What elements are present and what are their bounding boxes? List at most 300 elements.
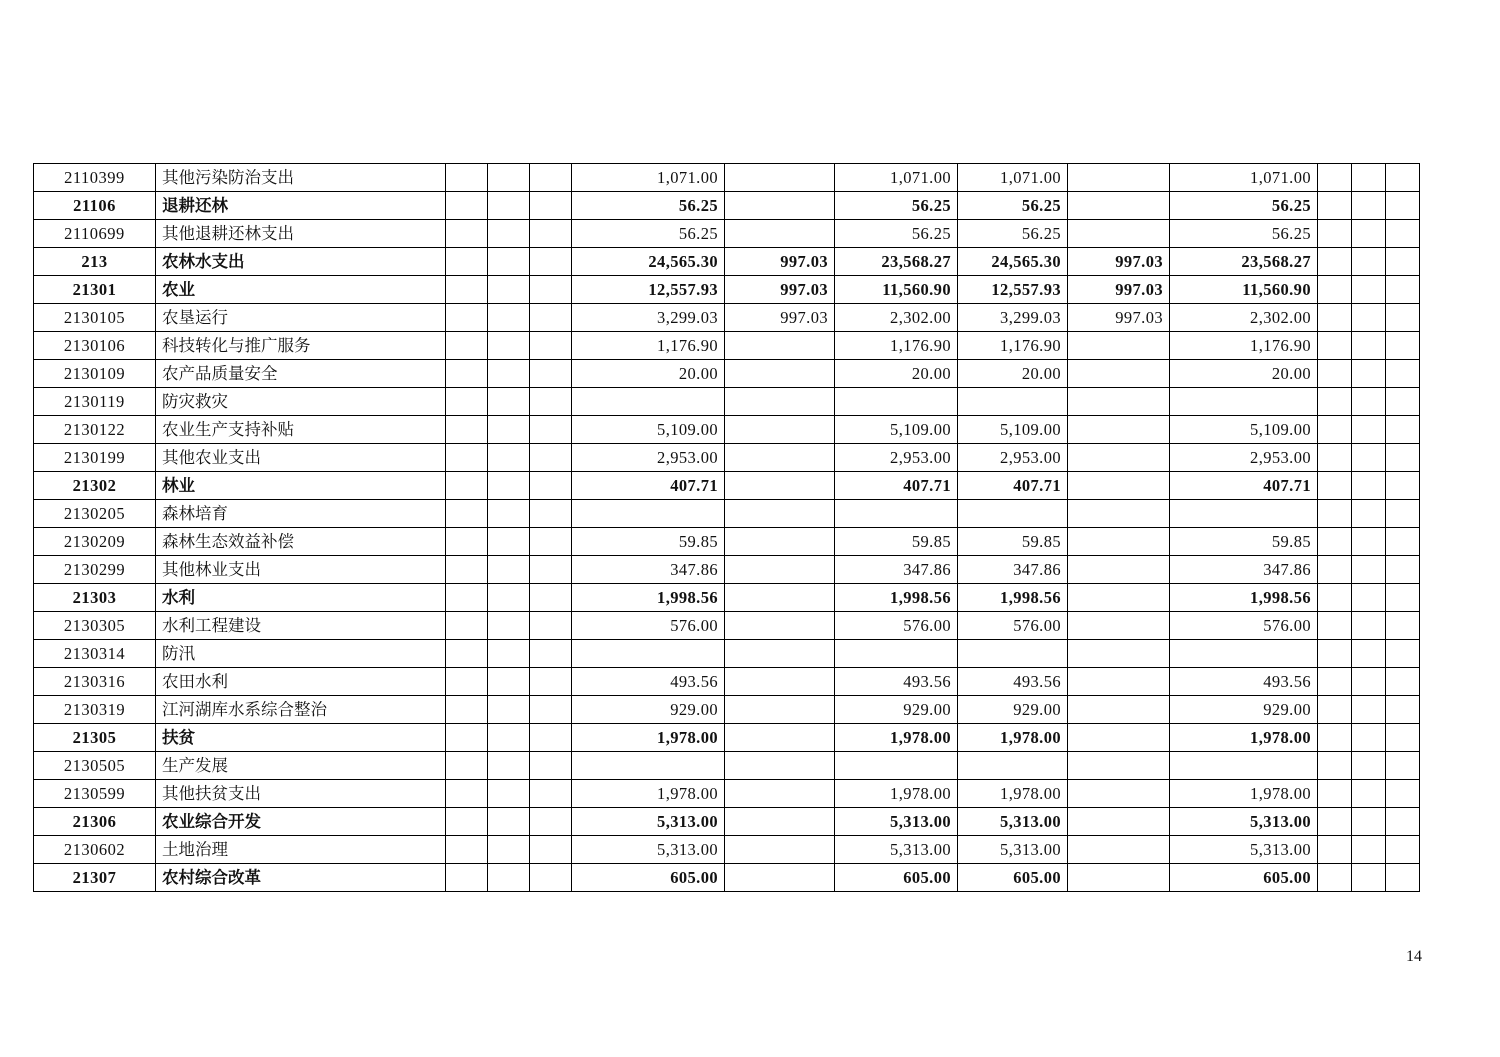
cell-value-v1: 929.00 xyxy=(572,696,725,724)
cell-value-v2 xyxy=(725,500,835,528)
cell-blank1 xyxy=(446,360,488,388)
cell-value-v4: 20.00 xyxy=(958,360,1068,388)
cell-blank1 xyxy=(446,612,488,640)
cell-blank2 xyxy=(488,304,530,332)
cell-blank2 xyxy=(488,500,530,528)
cell-item-name: 森林培育 xyxy=(156,500,446,528)
cell-value-v1 xyxy=(572,752,725,780)
table-row xyxy=(34,444,1420,472)
cell-value-v3: 23,568.27 xyxy=(835,248,958,276)
cell-e2 xyxy=(1352,472,1386,500)
cell-blank3 xyxy=(530,724,572,752)
cell-code: 21307 xyxy=(34,864,156,892)
cell-value-v3 xyxy=(835,640,958,668)
cell-value-v4: 59.85 xyxy=(958,528,1068,556)
cell-value-v5 xyxy=(1068,164,1170,192)
cell-blank1 xyxy=(446,640,488,668)
cell-blank3 xyxy=(530,248,572,276)
cell-e2 xyxy=(1352,584,1386,612)
cell-code: 21301 xyxy=(34,276,156,304)
cell-code: 2130205 xyxy=(34,500,156,528)
cell-value-v4: 56.25 xyxy=(958,220,1068,248)
table-row xyxy=(34,808,1420,836)
cell-value-v5 xyxy=(1068,220,1170,248)
cell-blank3 xyxy=(530,332,572,360)
cell-value-v6: 929.00 xyxy=(1170,696,1318,724)
cell-blank2 xyxy=(488,864,530,892)
cell-e2 xyxy=(1352,192,1386,220)
cell-blank3 xyxy=(530,668,572,696)
cell-value-v2 xyxy=(725,388,835,416)
cell-value-v4: 347.86 xyxy=(958,556,1068,584)
cell-value-v3: 2,302.00 xyxy=(835,304,958,332)
cell-e1 xyxy=(1318,500,1352,528)
cell-value-v4: 3,299.03 xyxy=(958,304,1068,332)
cell-blank3 xyxy=(530,388,572,416)
cell-value-v1: 1,978.00 xyxy=(572,780,725,808)
cell-value-v6: 11,560.90 xyxy=(1170,276,1318,304)
cell-e3 xyxy=(1386,388,1420,416)
cell-e1 xyxy=(1318,276,1352,304)
cell-blank2 xyxy=(488,416,530,444)
table-row xyxy=(34,220,1420,248)
cell-e1 xyxy=(1318,556,1352,584)
table-row xyxy=(34,836,1420,864)
cell-item-name: 防灾救灾 xyxy=(156,388,446,416)
cell-blank3 xyxy=(530,220,572,248)
cell-e3 xyxy=(1386,500,1420,528)
cell-value-v1: 5,109.00 xyxy=(572,416,725,444)
cell-value-v1: 347.86 xyxy=(572,556,725,584)
cell-value-v5 xyxy=(1068,556,1170,584)
cell-value-v6: 59.85 xyxy=(1170,528,1318,556)
cell-blank3 xyxy=(530,416,572,444)
cell-code: 2130505 xyxy=(34,752,156,780)
cell-value-v5 xyxy=(1068,472,1170,500)
cell-value-v5: 997.03 xyxy=(1068,304,1170,332)
cell-value-v4: 24,565.30 xyxy=(958,248,1068,276)
cell-blank3 xyxy=(530,864,572,892)
cell-value-v2 xyxy=(725,864,835,892)
table-row xyxy=(34,164,1420,192)
cell-value-v1 xyxy=(572,640,725,668)
table-row xyxy=(34,528,1420,556)
table-row xyxy=(34,360,1420,388)
cell-value-v6: 56.25 xyxy=(1170,192,1318,220)
table-row xyxy=(34,248,1420,276)
cell-e2 xyxy=(1352,780,1386,808)
cell-e1 xyxy=(1318,248,1352,276)
cell-value-v2: 997.03 xyxy=(725,248,835,276)
cell-blank3 xyxy=(530,360,572,388)
cell-code: 21306 xyxy=(34,808,156,836)
cell-value-v2 xyxy=(725,724,835,752)
cell-item-name: 其他扶贫支出 xyxy=(156,780,446,808)
cell-blank1 xyxy=(446,528,488,556)
cell-blank1 xyxy=(446,472,488,500)
cell-value-v4 xyxy=(958,640,1068,668)
cell-blank3 xyxy=(530,444,572,472)
cell-value-v6: 1,176.90 xyxy=(1170,332,1318,360)
cell-blank1 xyxy=(446,164,488,192)
cell-blank2 xyxy=(488,192,530,220)
cell-value-v1: 5,313.00 xyxy=(572,836,725,864)
table-row xyxy=(34,276,1420,304)
cell-e2 xyxy=(1352,836,1386,864)
cell-e3 xyxy=(1386,192,1420,220)
table-row xyxy=(34,332,1420,360)
cell-value-v6: 576.00 xyxy=(1170,612,1318,640)
cell-e1 xyxy=(1318,668,1352,696)
cell-value-v3: 5,109.00 xyxy=(835,416,958,444)
cell-value-v2 xyxy=(725,640,835,668)
cell-e3 xyxy=(1386,612,1420,640)
cell-code: 21303 xyxy=(34,584,156,612)
cell-e2 xyxy=(1352,416,1386,444)
cell-value-v3: 493.56 xyxy=(835,668,958,696)
cell-value-v2 xyxy=(725,332,835,360)
cell-value-v2 xyxy=(725,416,835,444)
cell-value-v3 xyxy=(835,752,958,780)
cell-value-v4: 1,978.00 xyxy=(958,780,1068,808)
cell-e3 xyxy=(1386,164,1420,192)
cell-value-v3: 1,176.90 xyxy=(835,332,958,360)
cell-blank2 xyxy=(488,248,530,276)
cell-item-name: 农产品质量安全 xyxy=(156,360,446,388)
cell-value-v3: 576.00 xyxy=(835,612,958,640)
cell-e1 xyxy=(1318,164,1352,192)
cell-item-name: 其他退耕还林支出 xyxy=(156,220,446,248)
cell-value-v6: 2,302.00 xyxy=(1170,304,1318,332)
cell-code: 2130602 xyxy=(34,836,156,864)
cell-value-v1: 493.56 xyxy=(572,668,725,696)
cell-value-v2 xyxy=(725,556,835,584)
cell-value-v2 xyxy=(725,780,835,808)
cell-value-v2: 997.03 xyxy=(725,304,835,332)
cell-item-name: 农林水支出 xyxy=(156,248,446,276)
cell-e2 xyxy=(1352,724,1386,752)
cell-code: 2130106 xyxy=(34,332,156,360)
cell-value-v1: 12,557.93 xyxy=(572,276,725,304)
cell-value-v4 xyxy=(958,388,1068,416)
cell-code: 2130599 xyxy=(34,780,156,808)
cell-value-v4: 605.00 xyxy=(958,864,1068,892)
cell-blank2 xyxy=(488,444,530,472)
cell-value-v2 xyxy=(725,668,835,696)
cell-e3 xyxy=(1386,752,1420,780)
cell-blank2 xyxy=(488,528,530,556)
cell-value-v5 xyxy=(1068,696,1170,724)
cell-item-name: 退耕还林 xyxy=(156,192,446,220)
budget-table xyxy=(33,163,1420,892)
cell-e2 xyxy=(1352,808,1386,836)
cell-value-v3: 20.00 xyxy=(835,360,958,388)
cell-e2 xyxy=(1352,248,1386,276)
cell-e3 xyxy=(1386,416,1420,444)
cell-value-v5 xyxy=(1068,780,1170,808)
cell-value-v5 xyxy=(1068,612,1170,640)
cell-e2 xyxy=(1352,668,1386,696)
cell-item-name: 农业生产支持补贴 xyxy=(156,416,446,444)
cell-blank2 xyxy=(488,584,530,612)
cell-value-v4 xyxy=(958,500,1068,528)
cell-value-v6: 605.00 xyxy=(1170,864,1318,892)
cell-value-v5 xyxy=(1068,752,1170,780)
cell-item-name: 林业 xyxy=(156,472,446,500)
page-number: 14 xyxy=(1406,948,1422,965)
cell-value-v5 xyxy=(1068,388,1170,416)
cell-value-v4: 5,109.00 xyxy=(958,416,1068,444)
cell-value-v6 xyxy=(1170,752,1318,780)
cell-value-v3: 407.71 xyxy=(835,472,958,500)
cell-value-v6 xyxy=(1170,640,1318,668)
cell-value-v2 xyxy=(725,528,835,556)
cell-value-v4: 2,953.00 xyxy=(958,444,1068,472)
cell-value-v2 xyxy=(725,696,835,724)
cell-e2 xyxy=(1352,640,1386,668)
table-row xyxy=(34,668,1420,696)
cell-value-v1 xyxy=(572,388,725,416)
cell-e2 xyxy=(1352,220,1386,248)
cell-e3 xyxy=(1386,276,1420,304)
cell-value-v1: 576.00 xyxy=(572,612,725,640)
cell-value-v4: 5,313.00 xyxy=(958,808,1068,836)
cell-blank1 xyxy=(446,668,488,696)
cell-item-name: 江河湖库水系综合整治 xyxy=(156,696,446,724)
cell-blank2 xyxy=(488,780,530,808)
cell-value-v5 xyxy=(1068,584,1170,612)
cell-item-name: 水利 xyxy=(156,584,446,612)
cell-blank2 xyxy=(488,556,530,584)
cell-item-name: 农村综合改革 xyxy=(156,864,446,892)
table-row xyxy=(34,472,1420,500)
cell-value-v2 xyxy=(725,444,835,472)
cell-value-v6: 1,071.00 xyxy=(1170,164,1318,192)
cell-value-v4: 5,313.00 xyxy=(958,836,1068,864)
cell-item-name: 农业综合开发 xyxy=(156,808,446,836)
cell-value-v6: 493.56 xyxy=(1170,668,1318,696)
cell-item-name: 其他林业支出 xyxy=(156,556,446,584)
cell-value-v1: 24,565.30 xyxy=(572,248,725,276)
cell-blank3 xyxy=(530,808,572,836)
cell-e1 xyxy=(1318,304,1352,332)
cell-blank2 xyxy=(488,164,530,192)
cell-value-v1: 605.00 xyxy=(572,864,725,892)
cell-blank1 xyxy=(446,304,488,332)
cell-value-v3: 1,998.56 xyxy=(835,584,958,612)
cell-blank3 xyxy=(530,528,572,556)
cell-item-name: 农业 xyxy=(156,276,446,304)
cell-item-name: 水利工程建设 xyxy=(156,612,446,640)
cell-e1 xyxy=(1318,724,1352,752)
cell-blank3 xyxy=(530,780,572,808)
cell-item-name: 生产发展 xyxy=(156,752,446,780)
cell-blank1 xyxy=(446,416,488,444)
cell-e1 xyxy=(1318,752,1352,780)
cell-blank1 xyxy=(446,332,488,360)
cell-blank2 xyxy=(488,724,530,752)
cell-blank2 xyxy=(488,332,530,360)
cell-blank1 xyxy=(446,192,488,220)
cell-item-name: 其他农业支出 xyxy=(156,444,446,472)
cell-e1 xyxy=(1318,640,1352,668)
cell-value-v5 xyxy=(1068,836,1170,864)
cell-value-v5: 997.03 xyxy=(1068,276,1170,304)
cell-e2 xyxy=(1352,528,1386,556)
cell-blank1 xyxy=(446,444,488,472)
cell-e1 xyxy=(1318,388,1352,416)
cell-e2 xyxy=(1352,500,1386,528)
cell-value-v1: 3,299.03 xyxy=(572,304,725,332)
cell-item-name: 农垦运行 xyxy=(156,304,446,332)
cell-value-v1: 56.25 xyxy=(572,220,725,248)
budget-table-container xyxy=(33,163,1419,892)
cell-value-v3: 5,313.00 xyxy=(835,808,958,836)
cell-value-v1 xyxy=(572,500,725,528)
cell-item-name: 农田水利 xyxy=(156,668,446,696)
cell-value-v1: 2,953.00 xyxy=(572,444,725,472)
cell-code: 2130122 xyxy=(34,416,156,444)
cell-value-v3: 1,071.00 xyxy=(835,164,958,192)
cell-blank3 xyxy=(530,584,572,612)
cell-item-name: 防汛 xyxy=(156,640,446,668)
cell-value-v5 xyxy=(1068,724,1170,752)
cell-e3 xyxy=(1386,528,1420,556)
cell-e2 xyxy=(1352,164,1386,192)
cell-value-v6: 5,109.00 xyxy=(1170,416,1318,444)
cell-e3 xyxy=(1386,584,1420,612)
cell-code: 2130316 xyxy=(34,668,156,696)
cell-code: 2130105 xyxy=(34,304,156,332)
cell-blank2 xyxy=(488,360,530,388)
cell-blank1 xyxy=(446,724,488,752)
cell-e1 xyxy=(1318,612,1352,640)
cell-item-name: 扶贫 xyxy=(156,724,446,752)
cell-value-v3: 1,978.00 xyxy=(835,724,958,752)
cell-item-name: 科技转化与推广服务 xyxy=(156,332,446,360)
cell-blank3 xyxy=(530,556,572,584)
cell-blank1 xyxy=(446,752,488,780)
cell-e1 xyxy=(1318,360,1352,388)
cell-blank2 xyxy=(488,752,530,780)
cell-value-v6: 23,568.27 xyxy=(1170,248,1318,276)
cell-e2 xyxy=(1352,696,1386,724)
cell-value-v6: 5,313.00 xyxy=(1170,808,1318,836)
table-row xyxy=(34,724,1420,752)
cell-e1 xyxy=(1318,416,1352,444)
cell-value-v3: 11,560.90 xyxy=(835,276,958,304)
cell-e3 xyxy=(1386,248,1420,276)
cell-value-v2 xyxy=(725,360,835,388)
cell-value-v4: 929.00 xyxy=(958,696,1068,724)
cell-blank3 xyxy=(530,304,572,332)
table-row xyxy=(34,416,1420,444)
cell-value-v3: 59.85 xyxy=(835,528,958,556)
cell-e3 xyxy=(1386,836,1420,864)
cell-value-v1: 1,978.00 xyxy=(572,724,725,752)
cell-code: 2110399 xyxy=(34,164,156,192)
cell-value-v4: 493.56 xyxy=(958,668,1068,696)
cell-value-v6 xyxy=(1170,500,1318,528)
cell-blank1 xyxy=(446,696,488,724)
table-row xyxy=(34,696,1420,724)
cell-value-v4: 56.25 xyxy=(958,192,1068,220)
table-row xyxy=(34,556,1420,584)
cell-blank3 xyxy=(530,192,572,220)
cell-blank3 xyxy=(530,836,572,864)
cell-blank2 xyxy=(488,696,530,724)
cell-value-v5 xyxy=(1068,360,1170,388)
cell-e2 xyxy=(1352,752,1386,780)
cell-e1 xyxy=(1318,780,1352,808)
cell-value-v3: 347.86 xyxy=(835,556,958,584)
table-row xyxy=(34,640,1420,668)
cell-e3 xyxy=(1386,808,1420,836)
cell-value-v1: 20.00 xyxy=(572,360,725,388)
cell-e3 xyxy=(1386,556,1420,584)
cell-code: 21302 xyxy=(34,472,156,500)
cell-e1 xyxy=(1318,332,1352,360)
cell-value-v5 xyxy=(1068,416,1170,444)
cell-value-v5 xyxy=(1068,864,1170,892)
cell-e1 xyxy=(1318,220,1352,248)
cell-e2 xyxy=(1352,304,1386,332)
table-row xyxy=(34,864,1420,892)
cell-e2 xyxy=(1352,444,1386,472)
cell-blank2 xyxy=(488,276,530,304)
cell-value-v1: 1,998.56 xyxy=(572,584,725,612)
cell-e2 xyxy=(1352,388,1386,416)
cell-blank1 xyxy=(446,864,488,892)
cell-value-v3 xyxy=(835,388,958,416)
cell-blank2 xyxy=(488,668,530,696)
cell-value-v5 xyxy=(1068,808,1170,836)
cell-value-v2 xyxy=(725,472,835,500)
cell-e1 xyxy=(1318,864,1352,892)
cell-blank2 xyxy=(488,220,530,248)
cell-code: 2130314 xyxy=(34,640,156,668)
cell-value-v1: 56.25 xyxy=(572,192,725,220)
cell-value-v4: 1,998.56 xyxy=(958,584,1068,612)
cell-blank3 xyxy=(530,612,572,640)
cell-value-v4: 1,978.00 xyxy=(958,724,1068,752)
cell-blank2 xyxy=(488,640,530,668)
cell-e3 xyxy=(1386,360,1420,388)
cell-item-name: 森林生态效益补偿 xyxy=(156,528,446,556)
cell-e2 xyxy=(1352,276,1386,304)
cell-code: 21305 xyxy=(34,724,156,752)
cell-value-v5 xyxy=(1068,640,1170,668)
cell-e3 xyxy=(1386,724,1420,752)
cell-e3 xyxy=(1386,640,1420,668)
cell-item-name: 土地治理 xyxy=(156,836,446,864)
cell-value-v5 xyxy=(1068,528,1170,556)
cell-e1 xyxy=(1318,584,1352,612)
cell-code: 2130319 xyxy=(34,696,156,724)
cell-code: 2130119 xyxy=(34,388,156,416)
cell-value-v6 xyxy=(1170,388,1318,416)
cell-blank1 xyxy=(446,276,488,304)
cell-value-v5: 997.03 xyxy=(1068,248,1170,276)
cell-value-v6: 1,998.56 xyxy=(1170,584,1318,612)
cell-e3 xyxy=(1386,444,1420,472)
table-row xyxy=(34,780,1420,808)
cell-value-v4: 407.71 xyxy=(958,472,1068,500)
table-row xyxy=(34,388,1420,416)
cell-value-v6: 20.00 xyxy=(1170,360,1318,388)
cell-blank1 xyxy=(446,808,488,836)
cell-blank1 xyxy=(446,220,488,248)
